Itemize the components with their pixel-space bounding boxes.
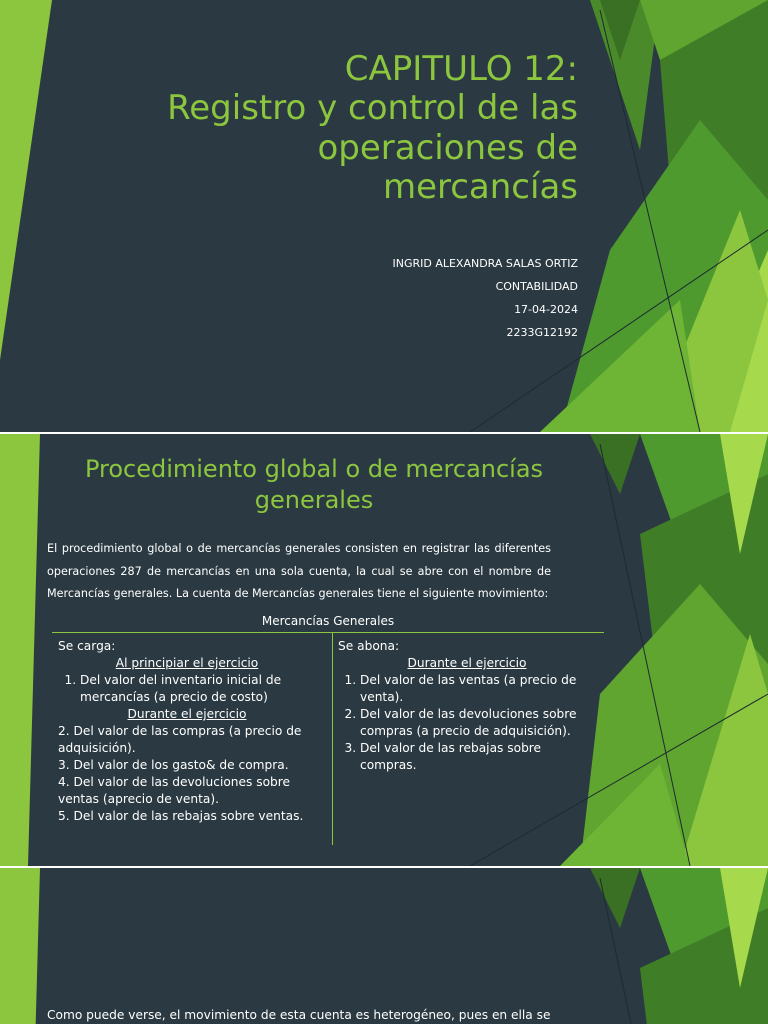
credit-section-during: Durante el ejercicio <box>407 656 527 670</box>
debit-heading: Se carga: <box>58 639 116 653</box>
author-name: INGRID ALEXANDRA SALAS ORTIZ <box>392 257 578 270</box>
title-line-3: operaciones de <box>317 127 578 168</box>
debit-item: 2. Del valor de las compras (a precio de adquisición). <box>58 724 302 755</box>
course-name: CONTABILIDAD <box>495 280 578 293</box>
debit-section-during: Durante el ejercicio <box>127 707 247 721</box>
debit-item: 5. Del valor de las rebajas sobre ventas. <box>58 809 304 823</box>
table-column-divider <box>332 633 333 845</box>
title-line-4: mercancías <box>382 167 578 208</box>
credit-item: 1. Del valor de las ventas (a precio de venta). <box>360 672 596 706</box>
green-facets-decoration <box>0 868 768 1024</box>
content-slide-partial <box>0 868 768 1024</box>
debit-item: 1. Del valor del inventario inicial de mercancías (a precio de costo) <box>80 672 316 706</box>
debit-column <box>58 638 316 825</box>
date-text: 17-04-2024 <box>514 303 578 316</box>
debit-item: 4. Del valor de las devoluciones sobre ventas (aprecio de venta). <box>58 775 291 806</box>
table-title: Mercancías Generales <box>261 614 395 628</box>
debit-section-start: Al principiar el ejercicio <box>115 656 259 670</box>
credit-item: 3. Del valor de las rebajas sobre compras. <box>360 740 596 774</box>
title-line-1: CAPITULO 12: <box>344 49 578 89</box>
slide-title <box>58 50 578 208</box>
student-id: 2233G12192 <box>506 326 578 339</box>
content-slide <box>0 434 768 866</box>
credit-column <box>338 638 596 774</box>
title-line-2: Registro y control de las <box>167 88 578 129</box>
title-slide <box>0 0 768 432</box>
table-top-border <box>52 632 604 633</box>
debit-item: 3. Del valor de los gasto& de compra. <box>58 758 289 772</box>
body-paragraph: Como puede verse, el movimiento de esta cuenta es heterogéneo, pues en ella se <box>47 1008 551 1022</box>
slide-title: Procedimiento global o de mercancías generales <box>84 455 544 515</box>
credit-item: 2. Del valor de las devoluciones sobre compras (a precio de adquisición). <box>360 706 596 740</box>
author-info <box>278 256 578 348</box>
intro-paragraph: El procedimiento global o de mercancías generales consisten en registrar las diferentes operaciones 287 de mercancías en una sola cuenta, la cual se abre con el nombre de Mercancías generales. La cuenta de Mercancías generales tiene el siguiente movimiento: <box>47 542 551 600</box>
credit-heading: Se abona: <box>338 639 400 653</box>
